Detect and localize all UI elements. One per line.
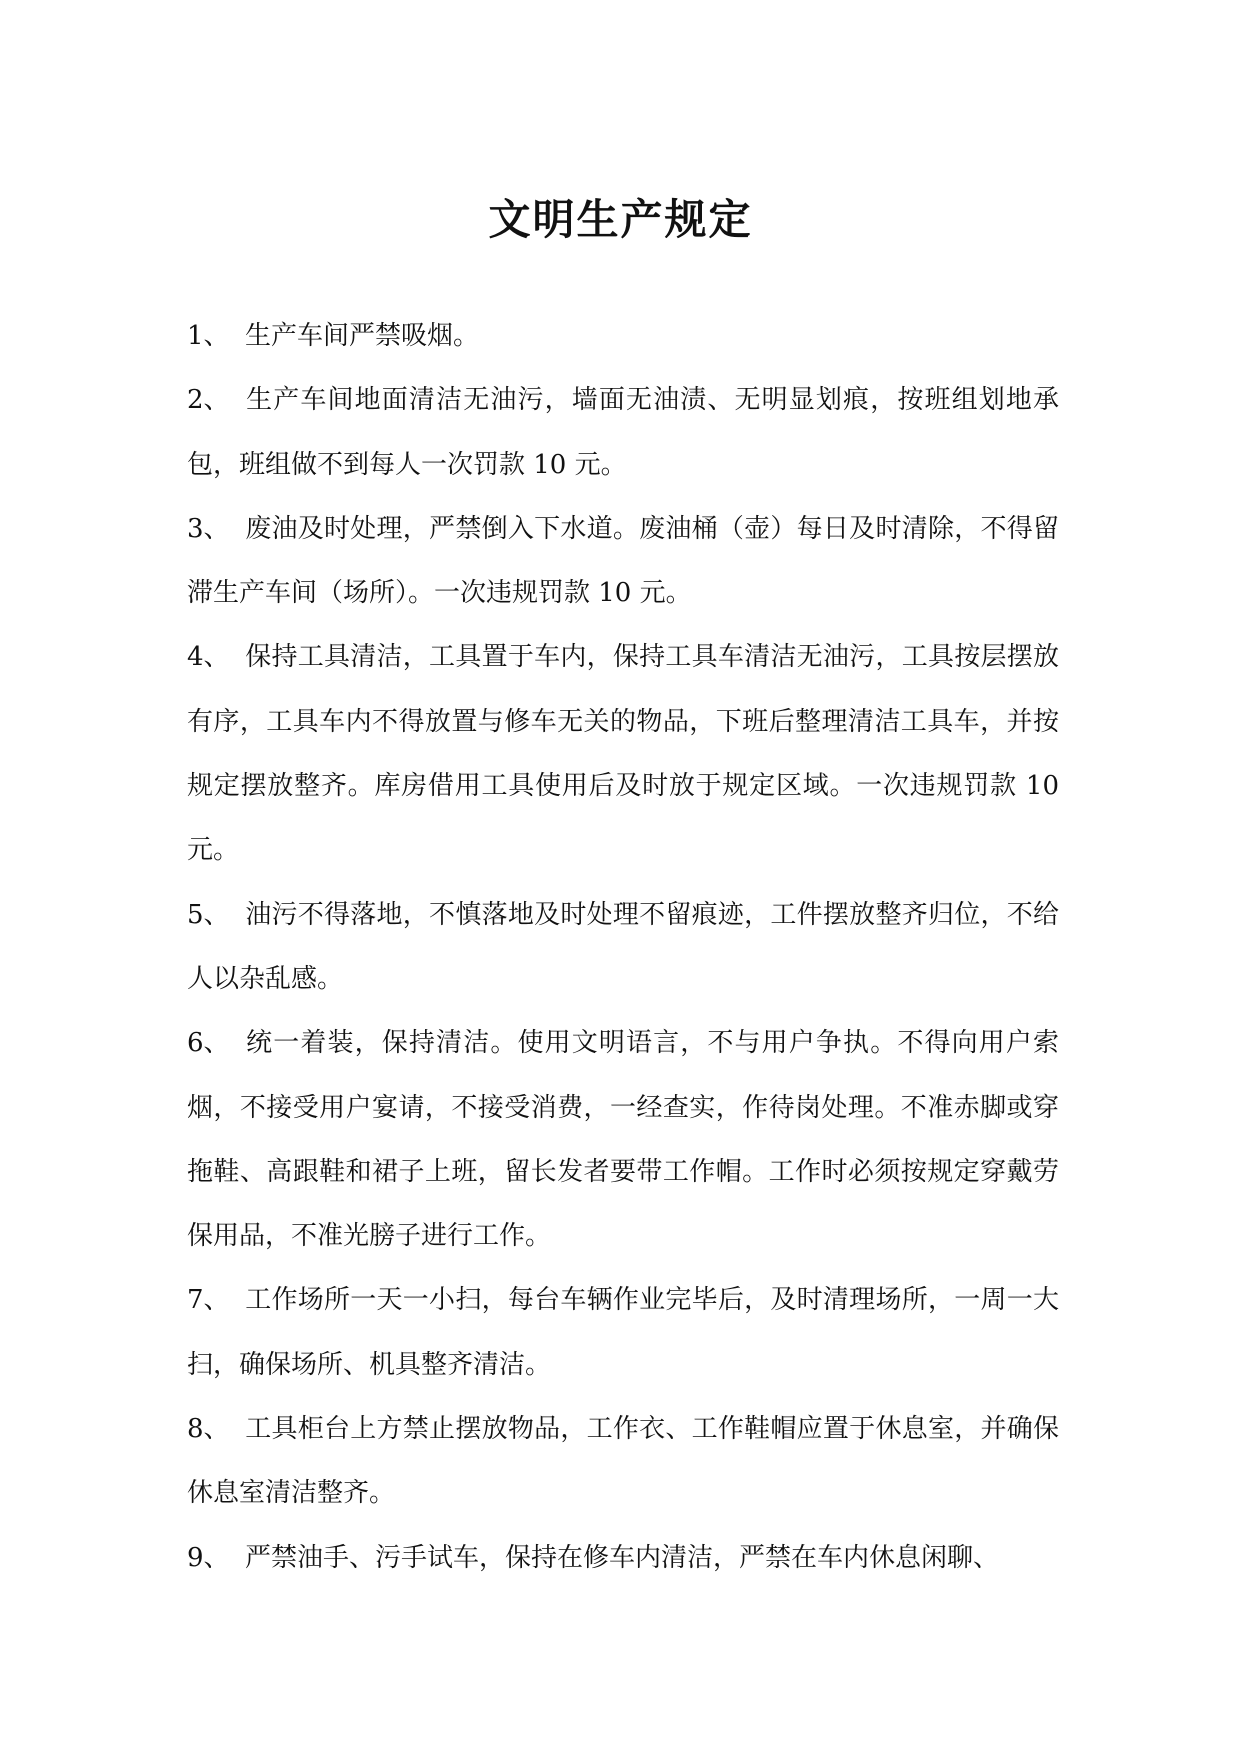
rule-item-9 [187,1526,1059,1590]
rule-number: 5、 [187,899,230,930]
rule-item-1 [187,304,1059,368]
rule-number: 1、 [187,321,230,351]
rule-text: 统一着装，保持清洁。使用文明语言，不与用户争执。不得向用户索烟，不接受用户宴请，不接受消费，一经查实，作待岗处理。不准赤脚或穿拖鞋、高跟鞋和裙子上班，留长发者要带工作帽。工作时必须按规定穿戴劳保用品，不准光膀子进行工作。 [187,1028,1059,1252]
rules-list [187,304,1059,1590]
rule-text: 油污不得落地，不慎落地及时处理不留痕迹，工件摆放整齐归位，不给人以杂乱感。 [187,899,1059,994]
document-title: 文明生产规定 [488,195,753,244]
rule-number: 9、 [187,1542,230,1573]
rule-item-3 [187,497,1059,626]
rule-item-4 [187,625,1059,882]
rule-text: 生产车间地面清洁无油污，墙面无油渍、无明显划痕，按班组划地承包，班组做不到每人一次罚款 10 元。 [187,385,1059,480]
rule-text: 严禁油手、污手试车，保持在修车内清洁，严禁在车内休息闲聊、 [245,1542,1000,1573]
rule-item-7 [187,1268,1059,1397]
rule-number: 4、 [187,642,230,673]
rule-item-2 [187,368,1059,497]
rule-number: 8、 [187,1414,230,1445]
rule-text: 废油及时处理，严禁倒入下水道。废油桶（壶）每日及时清除，不得留滞生产车间（场所）。一次违规罚款 10 元。 [187,513,1059,609]
rule-text: 工具柜台上方禁止摆放物品，工作衣、工作鞋帽应置于休息室，并确保休息室清洁整齐。 [187,1414,1059,1509]
rule-number: 3、 [187,513,230,544]
rule-number: 7、 [187,1285,230,1316]
rule-text: 工作场所一天一小扫，每台车辆作业完毕后，及时清理场所，一周一大扫，确保场所、机具整齐清洁。 [187,1285,1059,1380]
rule-number: 6、 [187,1028,230,1059]
rule-number: 2、 [187,385,230,416]
rule-text: 生产车间严禁吸烟。 [245,321,480,351]
rule-item-8 [187,1397,1059,1526]
rule-item-6 [187,1011,1059,1268]
rule-item-5 [187,883,1059,1012]
rule-text: 保持工具清洁，工具置于车内，保持工具车清洁无油污，工具按层摆放有序，工具车内不得放置与修车无关的物品，下班后整理清洁工具车，并按规定摆放整齐。库房借用工具使用后及时放于规定区域。一次违规罚款 10 元。 [187,642,1059,866]
